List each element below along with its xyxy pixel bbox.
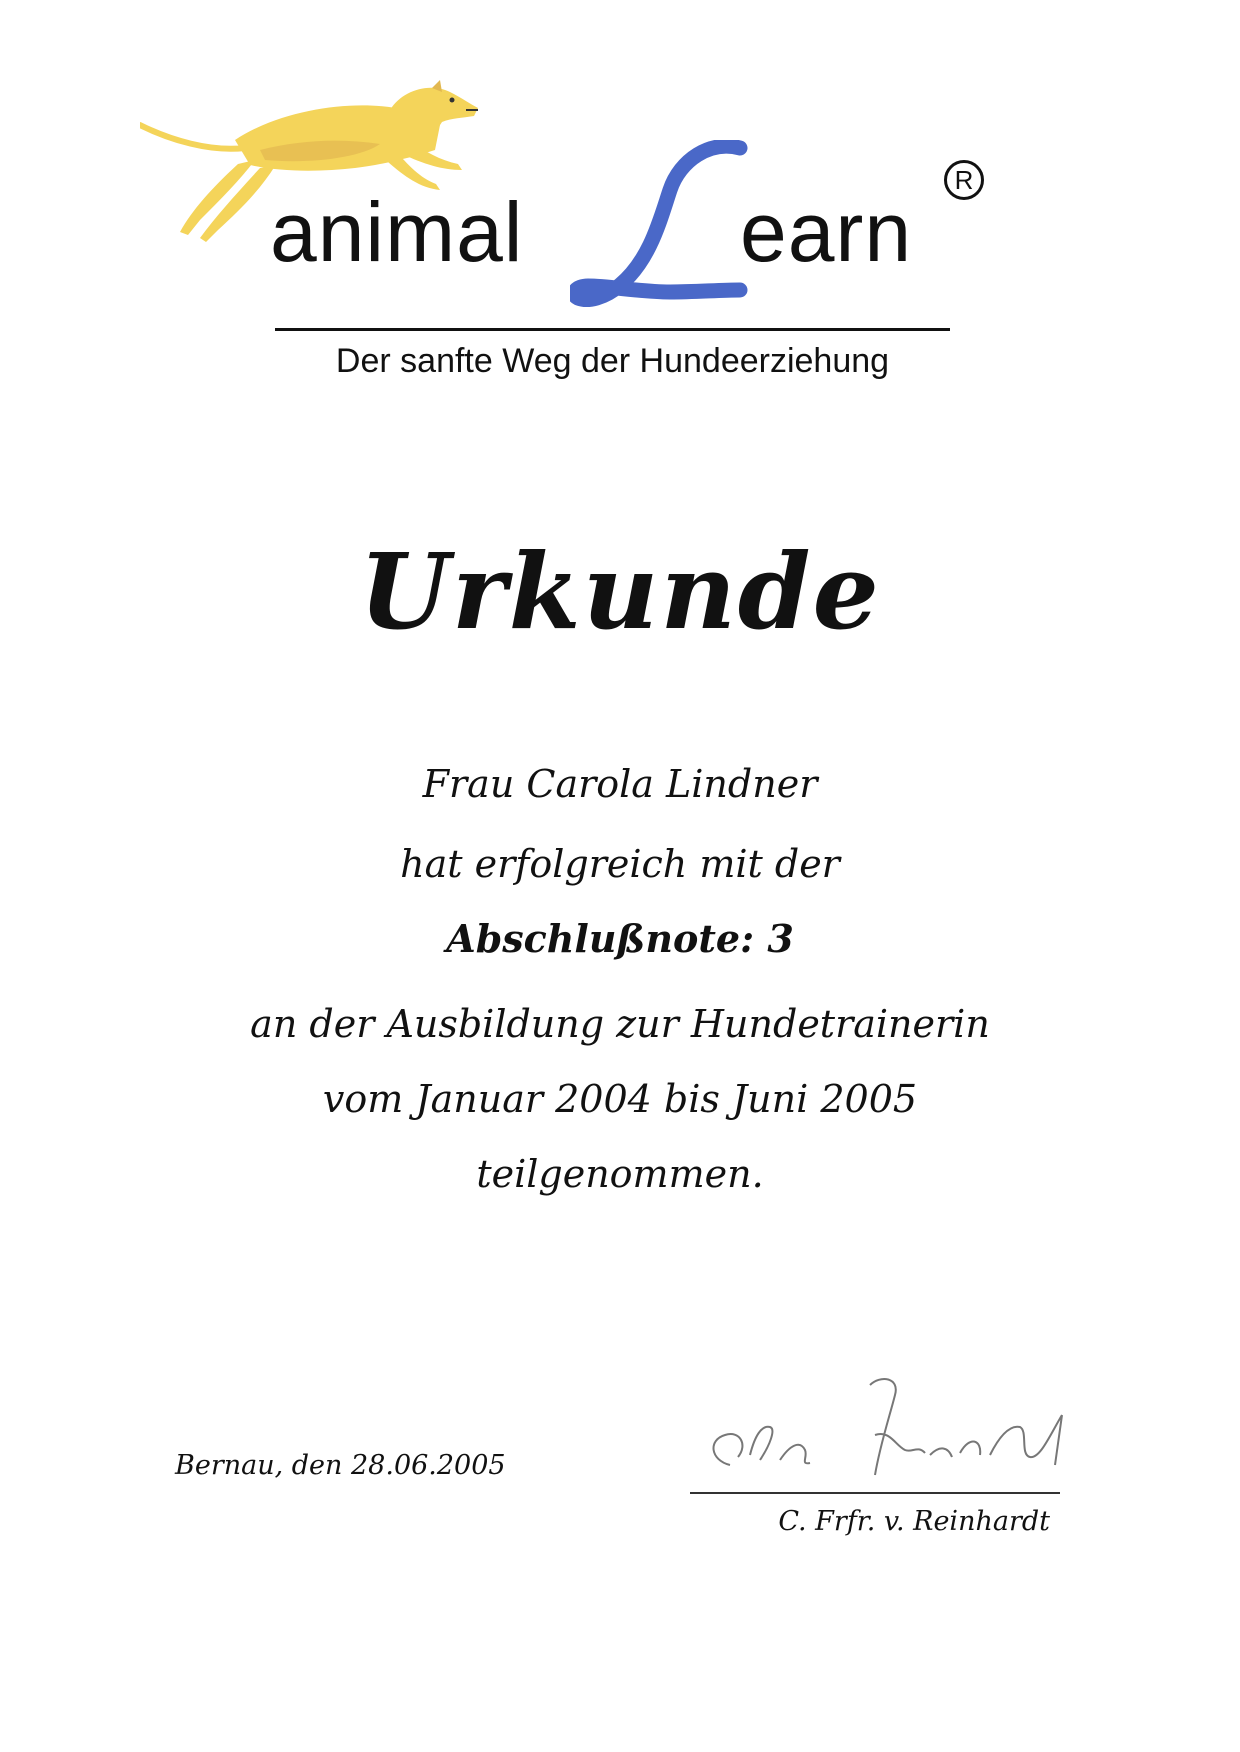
signer-name: C. Frfr. v. Reinhardt: [778, 1506, 1050, 1537]
period-line: vom Januar 2004 bis Juni 2005: [322, 1077, 918, 1121]
brand-word-animal: animal: [270, 185, 524, 279]
signature-line: [690, 1492, 1060, 1494]
course-line: an der Ausbildung zur Hundetrainerin: [250, 1002, 990, 1046]
recipient-name: Frau Carola Lindner: [422, 762, 818, 806]
handwritten-signature: [690, 1365, 1090, 1505]
certificate-text-line: hat erfolgreich mit der: [400, 842, 840, 886]
brand-initial-text: L: [570, 140, 571, 141]
logo-divider-line: [275, 328, 950, 331]
place-and-date: Bernau, den 28.06.2005: [175, 1450, 506, 1481]
certificate-title: Urkunde: [359, 530, 881, 653]
final-grade-line: Abschlußnote: 3: [446, 916, 794, 961]
closing-line: teilgenommen.: [476, 1152, 764, 1196]
logo-tagline: Der sanfte Weg der Hundeerziehung: [335, 342, 890, 380]
brand-word-earn: earn: [740, 185, 913, 279]
brand-script-l-logo: [570, 140, 760, 310]
registered-trademark-mark: R: [944, 160, 984, 200]
animal-learn-logo: [140, 80, 990, 400]
